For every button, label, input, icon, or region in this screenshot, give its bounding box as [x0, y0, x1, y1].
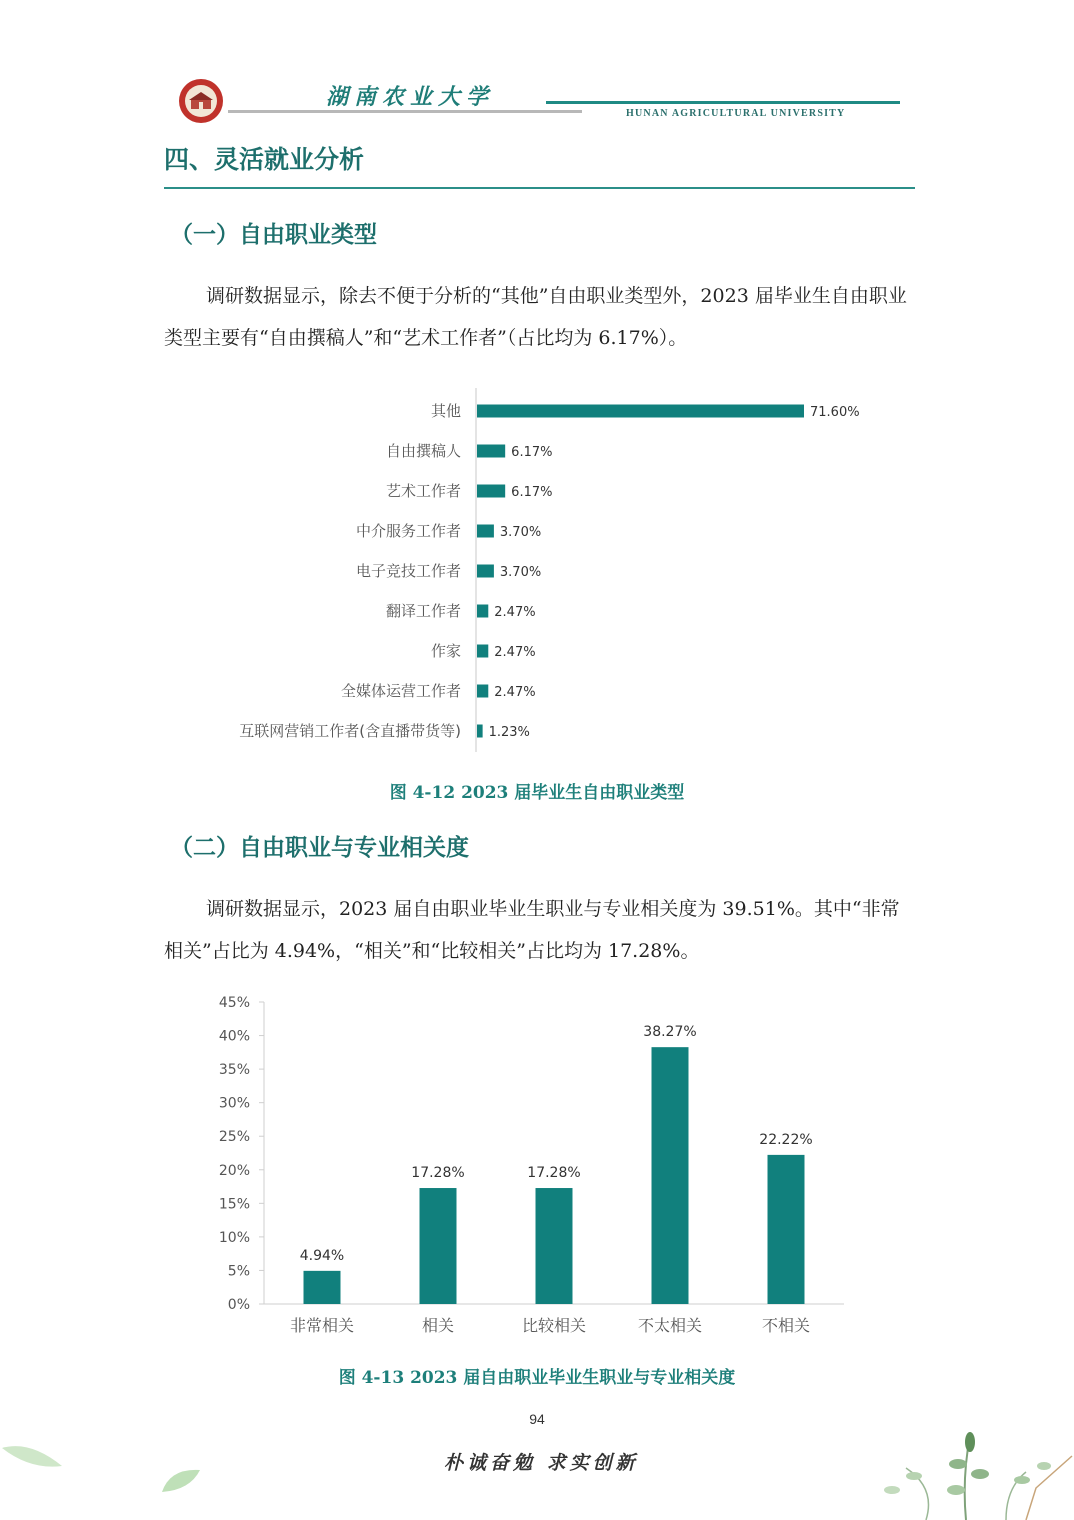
y-tick-label: 30% — [218, 1095, 250, 1112]
bar — [652, 1047, 689, 1304]
category-label: 不太相关 — [637, 1316, 703, 1335]
y-tick-label: 45% — [218, 995, 250, 1011]
data-label: 38.27% — [643, 1024, 697, 1041]
bar — [477, 645, 488, 658]
category-label: 比较相关 — [521, 1316, 587, 1335]
bar — [477, 445, 505, 458]
leaf-decoration-icon — [160, 1466, 204, 1496]
category-label: 其他 — [430, 402, 461, 420]
y-tick-label: 20% — [218, 1162, 250, 1179]
category-label: 相关 — [421, 1316, 455, 1335]
university-name-en: HUNAN AGRICULTURAL UNIVERSITY — [626, 108, 846, 119]
data-label: 17.28% — [411, 1165, 465, 1182]
university-seal-icon — [178, 78, 224, 124]
data-label: 71.60% — [810, 405, 860, 420]
data-label: 4.94% — [299, 1247, 345, 1264]
data-label: 6.17% — [511, 445, 553, 460]
bar — [477, 405, 804, 418]
data-label: 2.47% — [494, 605, 536, 620]
category-label: 不相关 — [761, 1316, 811, 1335]
y-tick-label: 5% — [227, 1263, 250, 1280]
y-tick-label: 15% — [218, 1196, 250, 1213]
y-tick-label: 35% — [218, 1062, 250, 1079]
paragraph-1: 调研数据显示，除去不便于分析的“其他”自由职业类型外，2023 届毕业生自由职业类型主要有“自由撰稿人”和“艺术工作者”（占比均为 6.17%）。 — [164, 285, 907, 349]
page-number: 94 — [529, 1411, 545, 1427]
paragraph-2: 调研数据显示，2023 届自由职业毕业生职业与专业相关度为 39.51%。其中“非常相关”占比为 4.94%，“相关”和“比较相关”占比均为 17.28%。 — [164, 898, 900, 962]
bar — [477, 605, 488, 618]
category-label: 互联网营销工作者(含直播带货等) — [239, 722, 461, 740]
freelance-type-chart — [0, 380, 1074, 760]
category-label: 艺术工作者 — [385, 482, 461, 500]
data-label: 22.22% — [759, 1131, 813, 1148]
header-divider-left — [228, 110, 582, 113]
category-label: 电子竞技工作者 — [355, 562, 461, 580]
bar — [536, 1188, 573, 1304]
bar — [477, 525, 494, 538]
y-tick-label: 10% — [218, 1229, 250, 1246]
subsection-heading-1: （一）自由职业类型 — [170, 222, 377, 248]
data-label: 6.17% — [511, 485, 553, 500]
major-relevance-chart — [0, 985, 1074, 1345]
data-label: 2.47% — [494, 645, 536, 660]
figure-caption-4-12: 图 4-12 2023 届毕业生自由职业类型 — [389, 783, 685, 803]
data-label: 3.70% — [499, 525, 542, 540]
section-title: 四、灵活就业分析 — [164, 145, 365, 174]
subsection-heading-2: （二）自由职业与专业相关度 — [170, 835, 469, 861]
y-tick-label: 25% — [218, 1129, 250, 1146]
category-label: 非常相关 — [289, 1316, 355, 1335]
category-label: 翻译工作者 — [385, 602, 461, 620]
figure-caption-4-13: 图 4-13 2023 届自由职业毕业生职业与专业相关度 — [338, 1368, 736, 1388]
data-label: 17.28% — [527, 1165, 581, 1182]
section-divider — [164, 187, 915, 189]
university-motto: 朴诚奋勉 求实创新 — [444, 1452, 639, 1474]
bar — [477, 485, 505, 498]
bar — [477, 685, 488, 698]
bar — [304, 1271, 341, 1304]
leaf-decoration-icon — [0, 1440, 70, 1480]
bar — [420, 1188, 457, 1304]
data-label: 2.47% — [494, 685, 536, 700]
category-label: 中介服务工作者 — [355, 522, 461, 540]
data-label: 3.70% — [499, 565, 542, 580]
bar — [477, 565, 494, 578]
plant-decoration-icon — [866, 1428, 1074, 1520]
bar — [477, 725, 483, 738]
category-label: 作家 — [430, 642, 461, 660]
y-tick-label: 0% — [227, 1297, 250, 1313]
header-divider-right — [546, 101, 900, 104]
category-label: 自由撰稿人 — [385, 442, 461, 460]
y-tick-label: 40% — [218, 1028, 250, 1045]
bar — [768, 1155, 805, 1304]
data-label: 1.23% — [488, 725, 530, 740]
university-name-cn: 湖南农业大学 — [326, 84, 495, 110]
category-label: 全媒体运营工作者 — [340, 682, 461, 700]
